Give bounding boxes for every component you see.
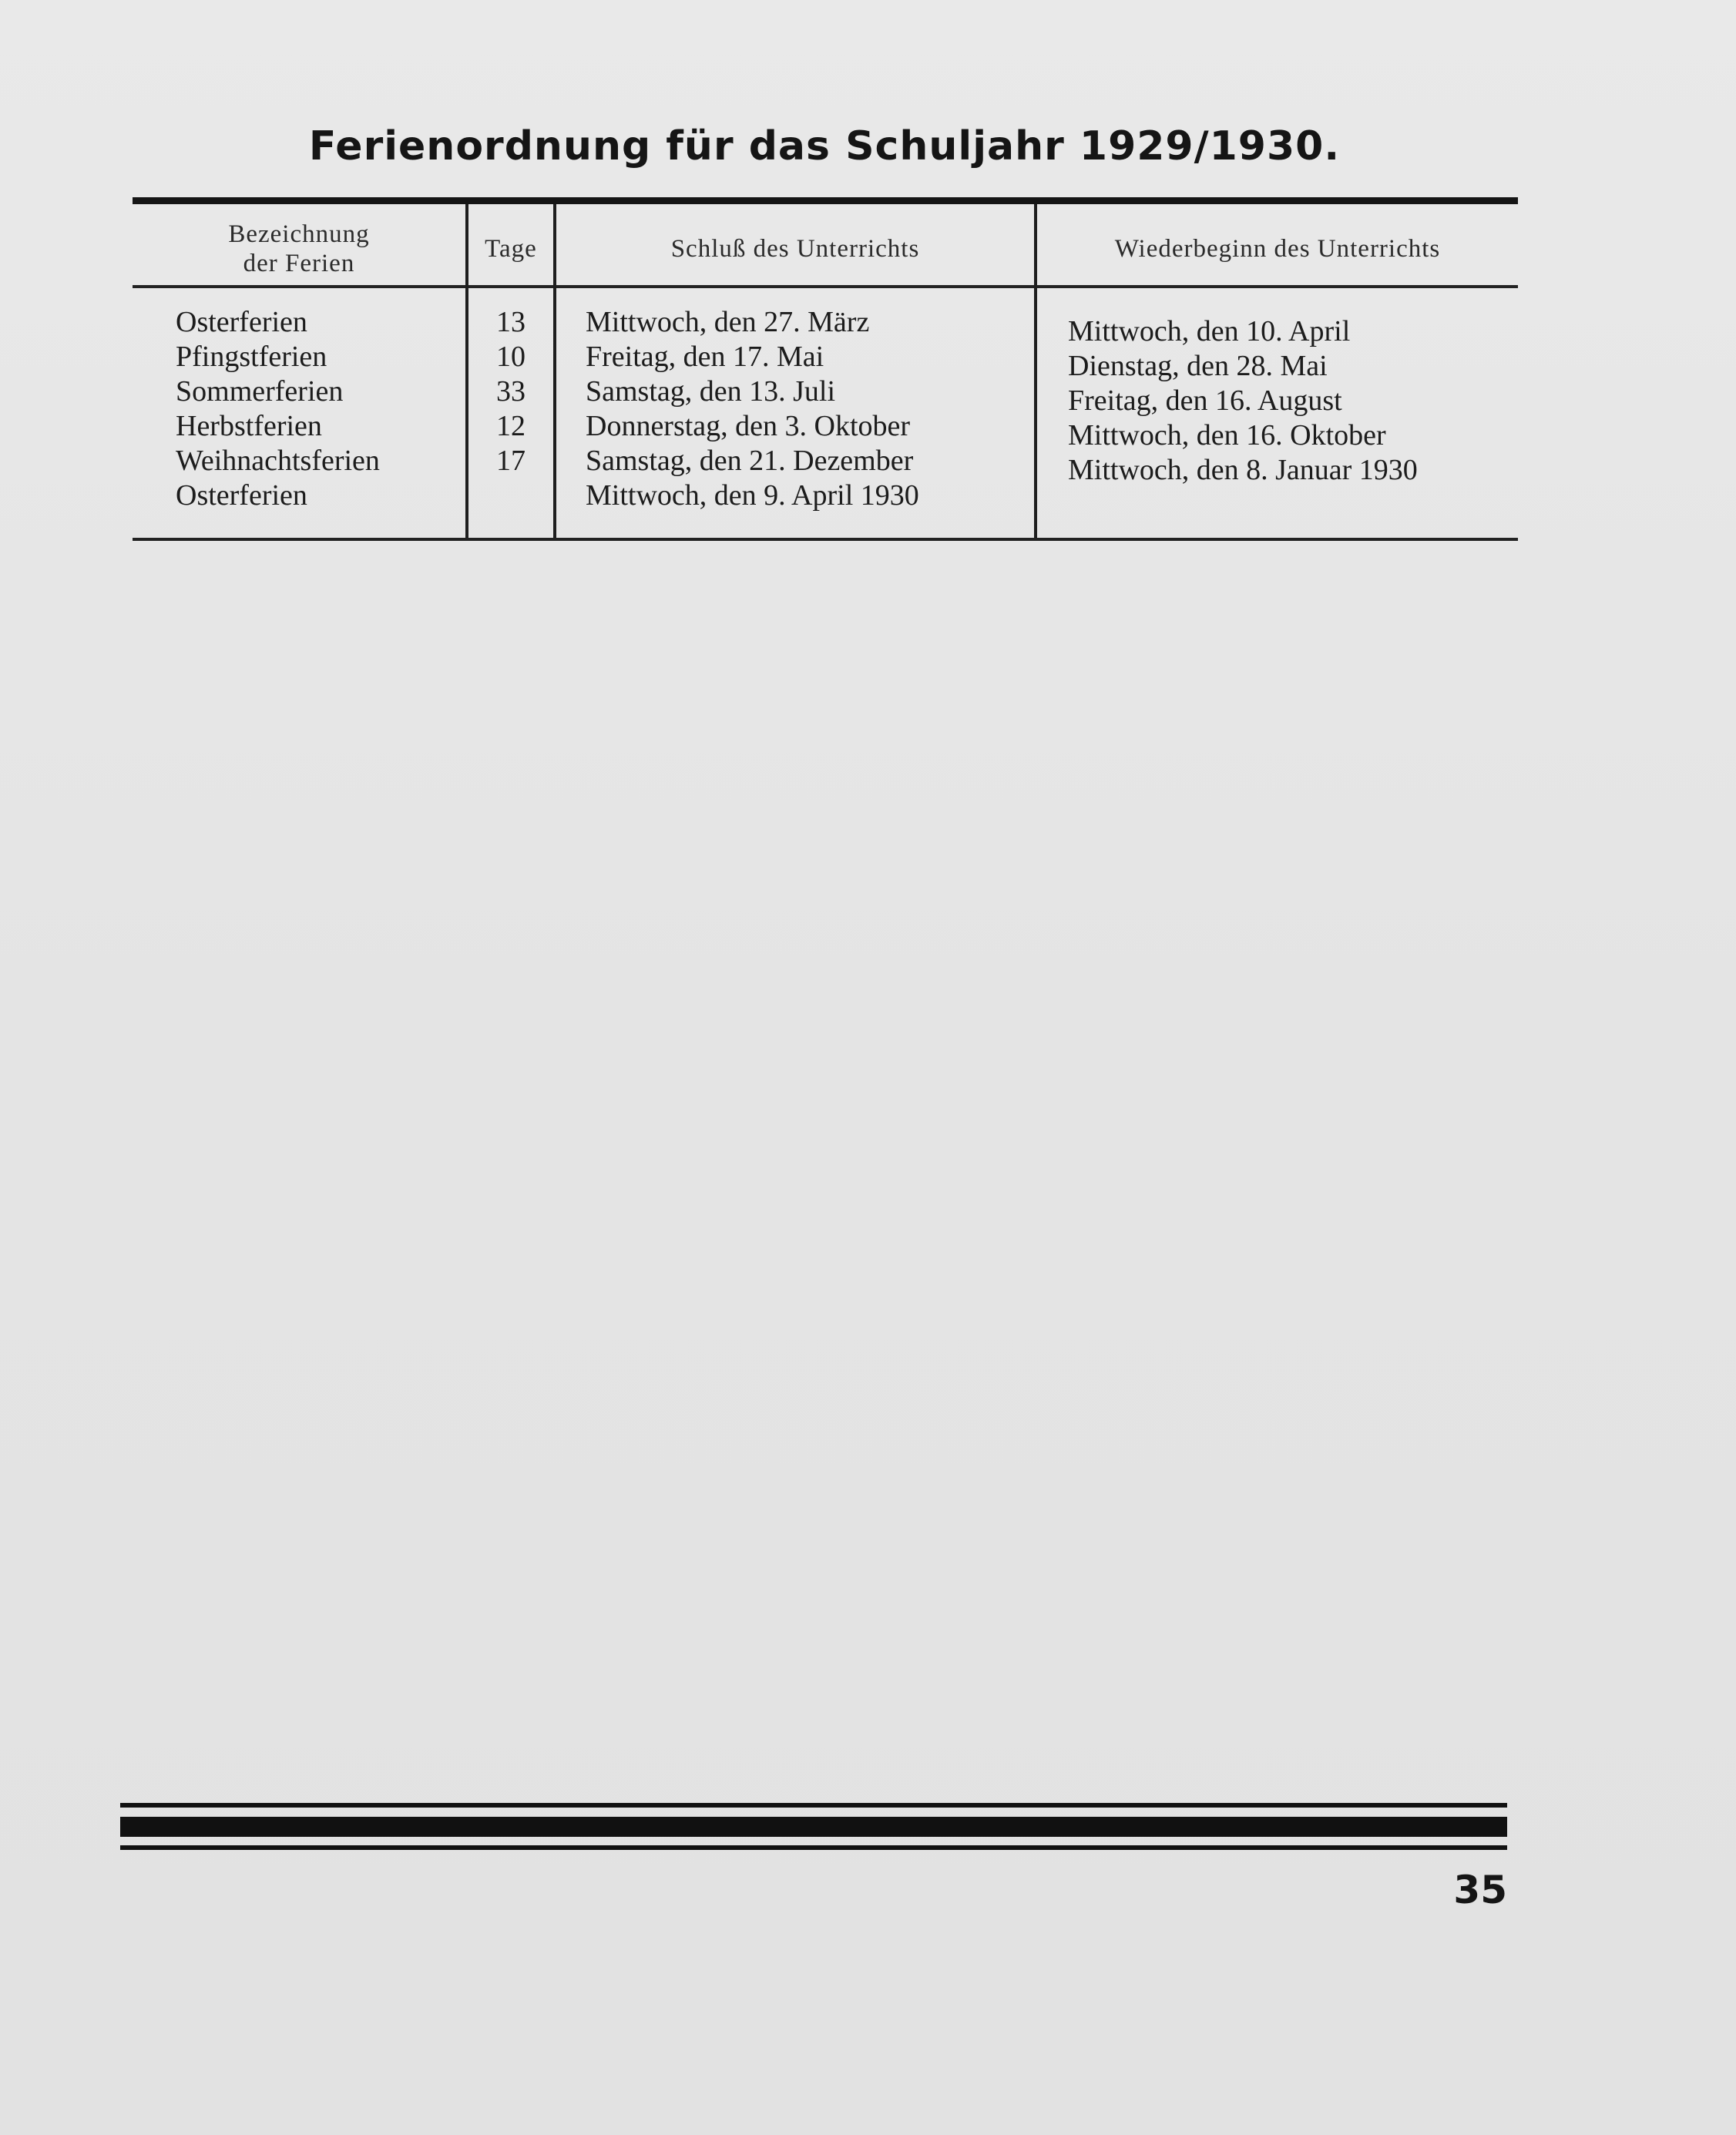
holiday-table: [133, 197, 1518, 549]
header-bezeichnung-line2: der Ferien: [243, 250, 355, 277]
header-bezeichnung: [133, 214, 465, 284]
table-cell: Herbstferien: [176, 410, 322, 442]
table-cell: Sommerferien: [176, 375, 344, 408]
table-cell: 13: [496, 306, 526, 338]
header-schluss: Schluß des Unterrichts: [670, 235, 920, 263]
table-cell: Weihnachtsferien: [176, 445, 380, 477]
table-cell: Samstag, den 21. Dezember: [586, 445, 914, 477]
table-cell: Mittwoch, den 16. Oktober: [1068, 419, 1386, 452]
table-cell: Mittwoch, den 9. April 1930: [586, 479, 919, 512]
header-wiederbeginn: Wiederbeginn des Unterrichts: [1114, 235, 1441, 263]
table-bottom-rule: [133, 538, 1518, 541]
column-wiederbeginn: [1068, 314, 1418, 488]
header-tage: Tage: [485, 235, 537, 263]
table-cell: Osterferien: [176, 479, 307, 512]
table-cell: 12: [496, 410, 526, 442]
table-cell: Mittwoch, den 8. Januar 1930: [1068, 454, 1418, 486]
page-number: 35: [1453, 1868, 1507, 1912]
footer-rule-thin: [120, 1803, 1507, 1808]
column-bezeichnung: [176, 305, 380, 513]
column-tage: [468, 305, 553, 478]
page-title: Ferienordnung für das Schuljahr 1929/1930.: [308, 123, 1341, 170]
table-cell: Mittwoch, den 27. März: [586, 306, 870, 338]
column-schluss: [586, 305, 919, 513]
table-cell: Pfingstferien: [176, 341, 327, 373]
table-cell: Dienstag, den 28. Mai: [1068, 350, 1328, 382]
table-cell: Samstag, den 13. Juli: [586, 375, 836, 408]
header-bezeichnung-line1: Bezeichnung: [228, 220, 370, 248]
table-top-rule: [133, 197, 1518, 204]
table-cell: Donnerstag, den 3. Oktober: [586, 410, 911, 442]
table-cell: Freitag, den 16. August: [1068, 384, 1342, 417]
table-cell: Osterferien: [176, 306, 307, 338]
footer-rule-thick: [120, 1817, 1507, 1837]
table-cell: Freitag, den 17. Mai: [586, 341, 824, 373]
table-cell: 10: [496, 341, 526, 373]
table-header-rule: [133, 285, 1518, 288]
table-cell: 33: [496, 375, 526, 408]
footer-rule-thin: [120, 1845, 1507, 1850]
table-cell: 17: [496, 445, 526, 477]
table-cell: Mittwoch, den 10. April: [1068, 315, 1351, 347]
